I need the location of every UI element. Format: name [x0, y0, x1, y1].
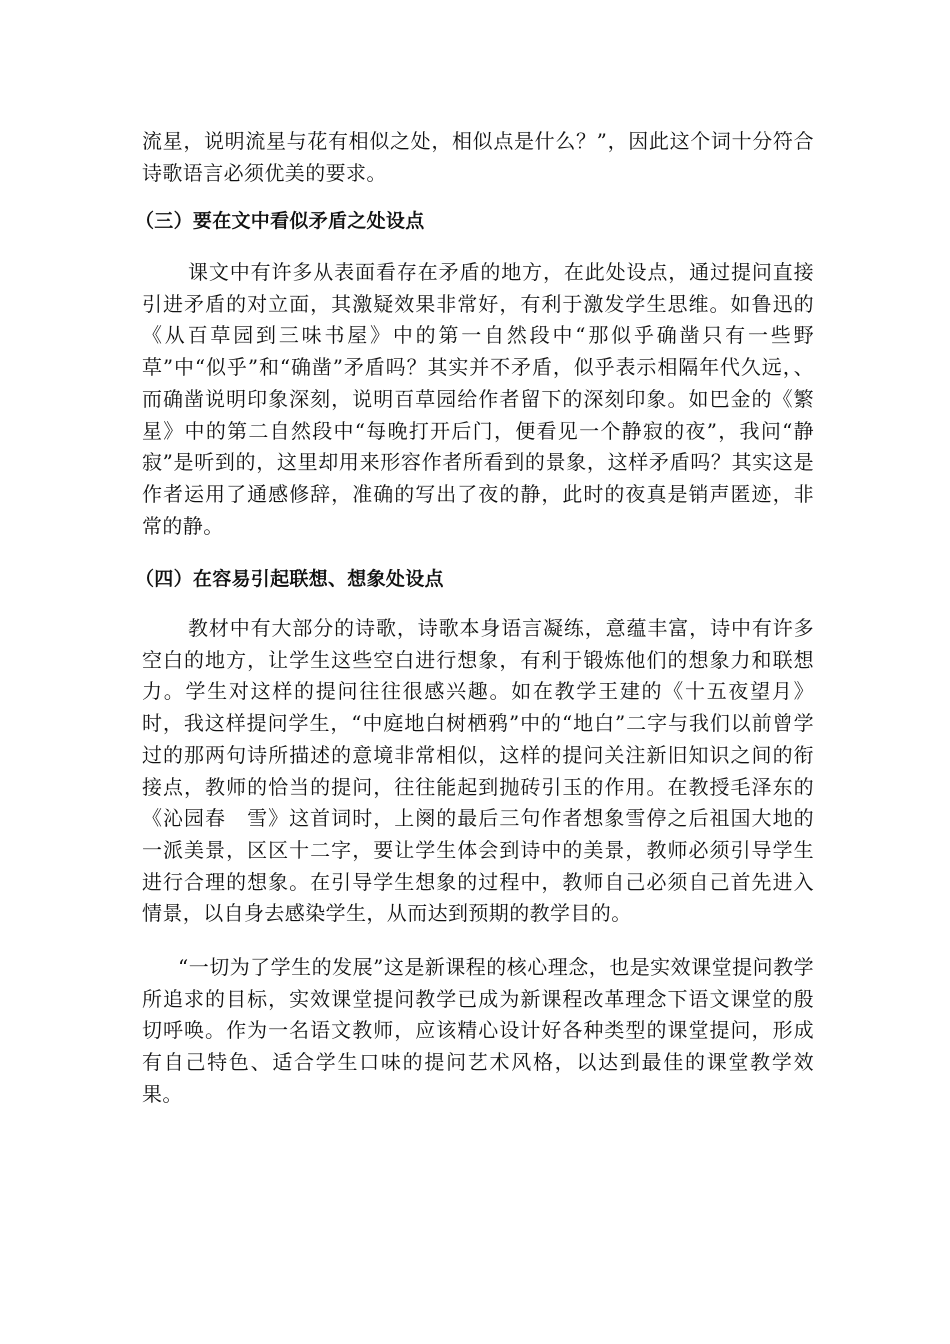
paragraph-imagination: 教材中有大部分的诗歌，诗歌本身语言凝练，意蕴丰富，诗中有许多空白的地方，让学生这些空白进行想象，有利于锻炼他们的想象力和联想力。学生对这样的提问往往很感兴趣。如在教学王建的《十五夜望月》时，我这样提问学生，“中庭地白树栖鸦”中的“地白”二字与我们以前曾学过的那两句诗所描述的意境非常相似，这样的提问关注新旧知识之间的衔接点，教师的恰当的提问，往往能起到抛砖引玉的作用。在教授毛泽东的《沁园春 雪》这首词时，上阕的最后三句作者想象雪停之后祖国大地的一派美景，区区十二字，要让学生体会到诗中的美景，教师必须引导学生进行合理的想象。在引导学生想象的过程中，教师自己必须自己首先进入情景，以自身去感染学生，从而达到预期的教学目的。: [142, 616, 814, 926]
paragraph-continuation: 流星，说明流星与花有相似之处，相似点是什么？”，因此这个词十分符合诗歌语言必须优美的要求。: [142, 129, 814, 185]
section-heading-4: （四）在容易引起联想、想象处设点: [135, 568, 444, 590]
section-heading-3: （三）要在文中看似矛盾之处设点: [135, 210, 425, 232]
paragraph-contradiction: 课文中有许多从表面看存在矛盾的地方，在此处设点，通过提问直接引进矛盾的对立面，其激疑效果非常好，有利于激发学生思维。如鲁迅的《从百草园到三味书屋》中的第一自然段中“那似乎确凿只有一些野草”中“似乎”和“确凿”矛盾吗？其实并不矛盾，似乎表示相隔年代久远，、而确凿说明印象深刻，说明百草园给作者留下的深刻印象。如巴金的《繁星》中的第二自然段中“每晚打开后门，便看见一个静寂的夜”，我问“静寂”是听到的，这里却用来形容作者所看到的景象，这样矛盾吗？其实这是作者运用了通感修辞，准确的写出了夜的静，此时的夜真是销声匿迹，非常的静。: [142, 260, 814, 538]
paragraph-conclusion: “一切为了学生的发展”这是新课程的核心理念，也是实效课堂提问教学所追求的目标，实效课堂提问教学已成为新课程改革理念下语文课堂的殷切呼唤。作为一名语文教师，应该精心设计好各种类型的课堂提问，形成有自己特色、适合学生口味的提问艺术风格，以达到最佳的课堂教学效果。: [142, 955, 814, 1106]
